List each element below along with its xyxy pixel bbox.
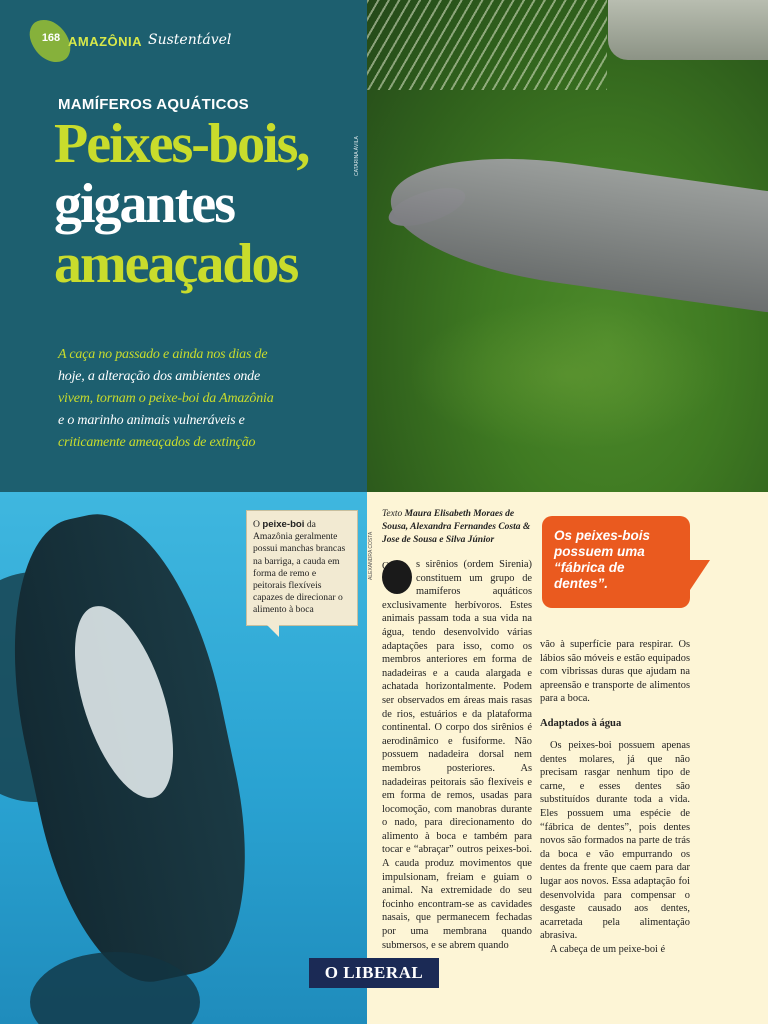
hero-panel [0,0,367,492]
caption-lead: O [253,519,260,530]
standfirst-line: e o marinho animais vulneráveis e [58,413,245,428]
section-kicker: MAMÍFEROS AQUÁTICOS [58,96,249,113]
drop-cap: O [382,560,412,594]
article-paragraph: vão à superfície para respirar. Os lábios são móveis e estão equipados com vibrissas duras que ajudam na apreensão e transporte de alimentos para a boca. [540,639,690,705]
caption-highlight: peixe-boi [262,519,305,530]
photo-credit: ALEXANDRA COSTA [368,531,374,580]
byline [382,508,532,547]
standfirst-line: vivem, tornam o peixe-boi da Amazônia [58,391,274,406]
article-column-1 [382,558,532,952]
manatee-photo-surface [367,0,768,492]
tank-wall [608,0,768,60]
pull-quote-tail [690,560,710,590]
standfirst [58,344,358,454]
newspaper-logo: O LIBERAL [309,958,439,988]
headline [54,114,366,294]
photo-credit: CATARINA ÁVILA [354,136,360,176]
headline-line-3: ameaçados [54,233,298,295]
pull-quote: Os peixes-bois possuem uma “fábrica de dentes”. [542,516,690,608]
standfirst-line: criticamente ameaçados de extinção [58,435,256,450]
headline-line-1: Peixes-bois, [54,113,309,175]
page-number: 168 [41,32,61,44]
standfirst-line: A caça no passado e ainda nos dias de [58,347,268,362]
byline-prefix: Texto [382,509,403,519]
article-paragraph: Os peixes-boi possuem apenas dentes molares, já que não precisam rasgar nenhum tipo de carne, e esses dentes são substituídos durante toda a vida. Eles possuem uma espécie de “fábrica de dentes”, pois dentes novos são formados na parte de trás da boca e vão empurrando os dentes da frente que caem para dar lugar aos novos. Essa adaptação foi desenvolvida para compensar o desgaste causado aos dentes, acarretada pela alimentação abrasiva. [540,739,690,942]
magazine-brand [30,14,232,70]
headline-line-2: gigantes [54,173,234,235]
standfirst-line: hoje, a alteração dos ambientes onde [58,369,260,384]
article-column-2 [540,638,690,956]
manatee-body [383,139,768,316]
brand-subtitle: Sustentável [148,32,232,48]
caption-text: da Amazônia geralmente possui manchas brancas na barriga, a cauda em forma de remo e peitorais flexíveis capazes de direcionar o alimento à boca [253,519,346,616]
water-reflection [407,300,727,450]
article-paragraph: A cabeça de um peixe-boi é [550,943,666,955]
article-subhead: Adaptados à água [540,717,622,729]
brand-name: AMAZÔNIA [68,34,143,49]
byline-authors: Maura Elisabeth Moraes de Sousa, Alexandra Fernandes Costa & Jose de Sousa e Silva Júnior [382,509,531,545]
article-paragraph [382,558,532,952]
paragraph-text: s sirênios (ordem Sirenia) constituem um grupo de mamíferos aquáticos exclusivamente herbívoros. Estes animais passam toda a sua vida na água, tendo desenvolvido várias adaptações para isso, como os membros anteriores em forma de nadadeiras e a cauda alargada e achatada horizontalmente. Podem ser observados em áreas mais rasas de rios, estuários e da plataforma continental. O corpo dos sirênios é aerodinâmico e fusiforme. Não possuem nadadeira dorsal nem membros posteriores. As nadadeiras peitorais são flexíveis e em forma de remos, usadas para locomoção, com manobras durante o nado, para direcionamento do alimento à boca e também para tocar e “abraçar” outros peixes-boi. A cauda produz movimentos que impulsionam, freiam e guiam o animal. Na extremidade do seu focinho encontram-se as cavidades nasais, que permanecem fechadas por uma membrana quando submersos, e se abrem quando [382,559,532,951]
grass-overlay [367,0,607,90]
photo-caption [246,510,358,626]
